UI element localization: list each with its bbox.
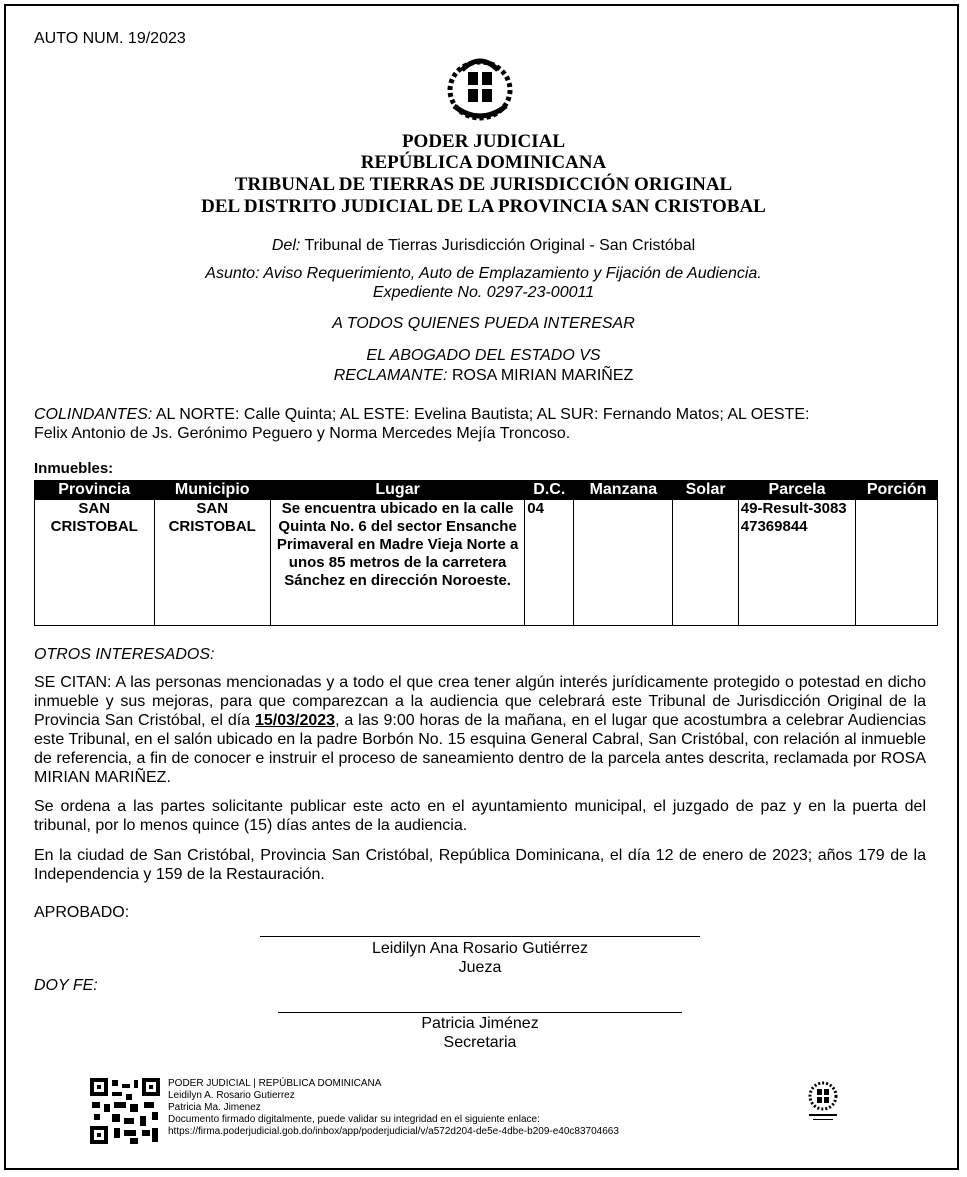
se-citan-part-1: SE CITAN: A las personas mencionadas y a todo el que crea tener algún interés jurídicamente protegido o potestad en dicho inmueble y sus mejoras, para que comparezcan a la audiencia que celebrará este Tribunal de Jurisdicción Original de la Provincia San Cristóbal, el día (34, 674, 926, 729)
del-line (0, 237, 967, 255)
reclamante-label: RECLAMANTE: (333, 367, 448, 384)
asunto-label: Asunto: (205, 265, 260, 282)
abogado: EL ABOGADO DEL ESTADO VS (366, 347, 601, 364)
cell-provincia: SAN CRISTOBAL (35, 500, 155, 626)
col-manzana: Manzana (574, 481, 673, 500)
footer-link[interactable]: https://firma.poderjudicial.gob.do/inbox/app/poderjudicial/v/a572d204-de5e-4dbe-b209-e40c83704663 (168, 1126, 619, 1137)
otros-interesados: OTROS INTERESADOS: (34, 646, 215, 663)
footer-seal-icon (805, 1080, 841, 1124)
jueza-signature-line (260, 936, 700, 937)
cell-municipio: SAN CRISTOBAL (154, 500, 270, 626)
colindantes (34, 405, 934, 443)
inmuebles-table (34, 480, 938, 626)
en-la-ciudad-paragraph: En la ciudad de San Cristóbal, Provincia San Cristóbal, República Dominicana, el día 12 de enero de 2023; años 179 de la Independencia y 159 de la Restauración. (34, 847, 926, 883)
secretaria-title: Secretaria (443, 1034, 517, 1051)
audiencia-date: 15/03/2023 (254, 712, 336, 729)
cell-solar (673, 500, 738, 626)
del-label: Del: (271, 237, 301, 254)
expediente: Expediente No. 0297-23-00011 (372, 284, 595, 301)
se-citan-part-2: , a las 9:00 horas de la mañana, en el lugar que acostumbra a celebrar Audiencias este Tribunal, en el salón ubicado en la padre Borbón No. 15 esquina General Cabral, San Cristóbal, con relación al inmueble de referencia, a fin de conocer e instruir el proceso de saneamiento dentro de la parcela antes descrita, reclamada por ROSA MIRIAN MARIÑEZ. (34, 712, 927, 786)
jueza-title: Jueza (458, 959, 502, 976)
se-ordena-paragraph: Se ordena a las partes solicitante publicar este acto en el ayuntamiento municipal, el juzgado de paz y en la puerta del tribunal, por lo menos quince (15) días antes de la audiencia. (34, 798, 926, 834)
cell-parcela: 49-Result-308347369844 (738, 500, 855, 626)
table-row (35, 500, 938, 626)
footer-line-1: PODER JUDICIAL | REPÚBLICA DOMINICANA (168, 1078, 382, 1089)
header-line-2: REPÚBLICA DOMINICANA (360, 152, 607, 173)
se-citan-paragraph (34, 673, 926, 787)
footer-line-3: Patricia Ma. Jimenez (168, 1102, 261, 1113)
doy-fe-label: DOY FE: (34, 977, 98, 994)
col-porcion: Porción (856, 481, 938, 500)
inmuebles-label: Inmuebles: (34, 460, 114, 477)
asunto-line (0, 265, 967, 283)
col-parcela: Parcela (738, 481, 855, 500)
cell-dc: 04 (525, 500, 574, 626)
auto-number: AUTO NUM. 19/2023 (34, 30, 186, 47)
del-value: Tribunal de Tierras Jurisdicción Original - San Cristóbal (304, 237, 696, 254)
footer-line-2: Leidilyn A. Rosario Gutierrez (168, 1090, 295, 1101)
reclamante-line (0, 367, 967, 385)
qr-code-icon[interactable] (90, 1078, 160, 1144)
col-municipio: Municipio (154, 481, 270, 500)
colindantes-label: COLINDANTES: (34, 406, 153, 423)
table-header-row (35, 481, 938, 500)
cell-porcion (856, 500, 938, 626)
header-line-3: TRIBUNAL DE TIERRAS DE JURISDICCIÓN ORIGINAL (234, 174, 733, 195)
cell-lugar: Se encuentra ubicado en la calle Quinta No. 6 del sector Ensanche Primaveral en Madre Vieja Norte a unos 85 metros de la carretera Sánchez en dirección Noroeste. (270, 500, 524, 626)
col-dc: D.C. (525, 481, 574, 500)
asunto-value: Aviso Requerimiento, Auto de Emplazamiento y Fijación de Audiencia. (263, 265, 762, 282)
digital-signature-block (168, 1078, 619, 1138)
header-line-4: DEL DISTRITO JUDICIAL DE LA PROVINCIA SAN CRISTOBAL (201, 196, 766, 217)
cell-manzana (574, 500, 673, 626)
secretaria-name: Patricia Jiménez (421, 1015, 539, 1032)
reclamante-value: ROSA MIRIAN MARIÑEZ (451, 367, 634, 384)
a-todos: A TODOS QUIENES PUEDA INTERESAR (332, 315, 635, 332)
header-line-1: PODER JUDICIAL (401, 131, 566, 152)
aprobado-label: APROBADO: (34, 904, 130, 921)
secretaria-signature-line (278, 1012, 682, 1013)
col-solar: Solar (673, 481, 738, 500)
colindantes-line-2: Felix Antonio de Js. Gerónimo Peguero y Norma Mercedes Mejía Troncoso. (34, 425, 571, 442)
colindantes-line-1: AL NORTE: Calle Quinta; AL ESTE: Evelina Bautista; AL SUR: Fernando Matos; AL OESTE: (155, 406, 810, 423)
col-lugar: Lugar (270, 481, 524, 500)
col-provincia: Provincia (35, 481, 155, 500)
coat-of-arms-seal-icon (440, 50, 520, 124)
footer-line-4: Documento firmado digitalmente, puede validar su integridad en el siguiente enlace: (168, 1114, 540, 1125)
jueza-name: Leidilyn Ana Rosario Gutiérrez (371, 940, 589, 957)
